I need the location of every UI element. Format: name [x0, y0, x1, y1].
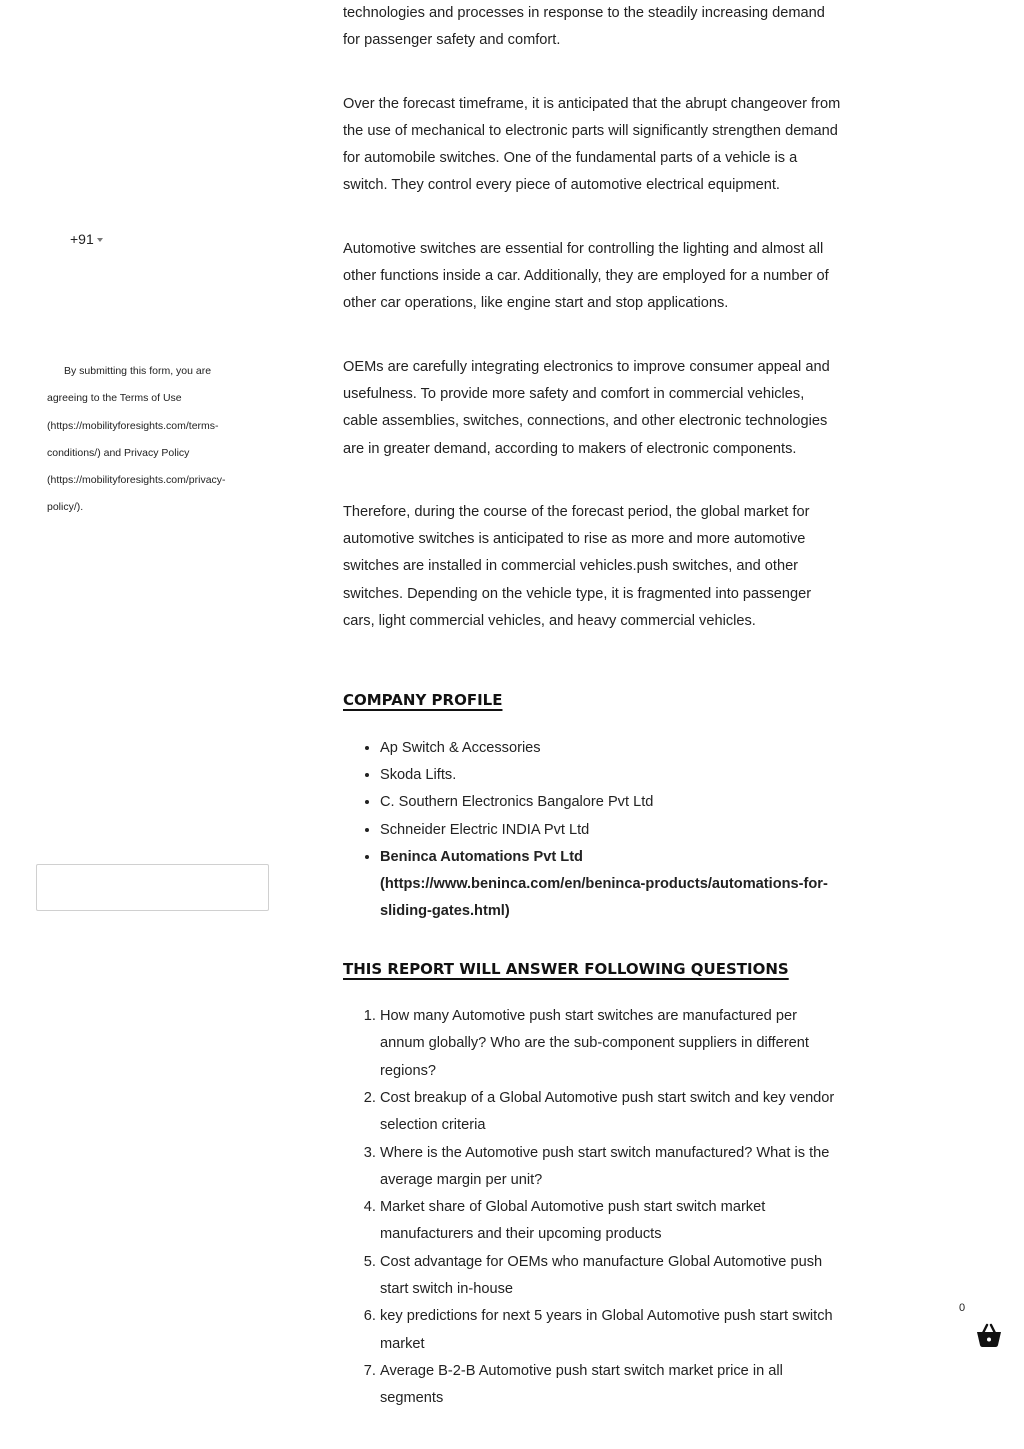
consent-line: (https://mobilityforesights.com/privacy- — [47, 474, 226, 487]
sidebar — [0, 0, 300, 1449]
consent-line: conditions/) and Privacy Policy — [47, 446, 190, 459]
company-profile-heading: COMPANY PROFILE — [343, 691, 503, 710]
consent-line: (https://mobilityforesights.com/terms- — [47, 419, 219, 432]
paragraph: technologies and processes in response to the steadily increasing demand for passenger safety and comfort. — [343, 5, 825, 49]
questions-list — [343, 1003, 843, 1412]
list-item: 5. Cost advantage for OEMs who manufacture Global Automotive push start switch in-house — [380, 1249, 843, 1304]
list-item: • Schneider Electric INDIA Pvt Ltd — [380, 817, 843, 844]
cart-button[interactable] — [974, 1320, 1004, 1350]
sidebar-input-box[interactable] — [36, 864, 269, 911]
list-item: 7. Average B-2-B Automotive push start switch market price in all segments — [380, 1358, 843, 1413]
consent-line: agreeing to the Terms of Use — [47, 392, 182, 405]
basket-icon — [974, 1320, 1004, 1350]
company-list — [343, 735, 843, 926]
list-item: 1. How many Automotive push start switches are manufactured per annum globally? Who are the sub-component suppliers in different regions? — [380, 1003, 843, 1085]
consent-text — [47, 358, 247, 522]
country-code-select[interactable] — [70, 231, 103, 247]
list-item-link[interactable]: • Beninca Automations Pvt Ltd (https://www.beninca.com/en/beninca-products/automations-for-sliding-gates.html) — [380, 844, 843, 926]
list-item: 2. Cost breakup of a Global Automotive push start switch and key vendor selection criteria — [380, 1085, 843, 1140]
country-code-label: +91 — [70, 231, 94, 247]
paragraph: Therefore, during the course of the forecast period, the global market for automotive switches is anticipated to rise as more and more automotive switches are installed in commercial vehicles.push switches, and other switches. Depending on the vehicle type, it is fragmented into passenger cars, light commercial vehicles, and heavy commercial vehicles. — [343, 503, 812, 630]
list-item: 6. key predictions for next 5 years in Global Automotive push start switch market — [380, 1303, 843, 1358]
list-item: 4. Market share of Global Automotive push start switch market manufacturers and their upcoming products — [380, 1194, 843, 1249]
paragraph: OEMs are carefully integrating electronics to improve consumer appeal and usefulness. To provide more safety and comfort in commercial vehicles, cable assemblies, switches, connections, and other electronic technologies are in greater demand, according to makers of electronic components. — [343, 358, 830, 457]
article-content — [343, 0, 843, 1412]
list-item: • C. Southern Electronics Bangalore Pvt Ltd — [380, 789, 843, 816]
cart-count: 0 — [959, 1302, 966, 1314]
consent-line: By submitting this form, you are — [64, 365, 212, 377]
list-item: • Ap Switch & Accessories — [380, 735, 843, 762]
list-item: 3. Where is the Automotive push start switch manufactured? What is the average margin per unit? — [380, 1140, 843, 1195]
consent-line: policy/). — [47, 501, 84, 514]
list-item: • Skoda Lifts. — [380, 762, 843, 789]
paragraph: Over the forecast timeframe, it is anticipated that the abrupt changeover from the use of mechanical to electronic parts will significantly strengthen demand for automobile switches. One of the fundamental parts of a vehicle is a switch. They control every piece of automotive electrical equipment. — [343, 95, 841, 194]
paragraph: Automotive switches are essential for controlling the lighting and almost all other functions inside a car. Additionally, they are employed for a number of other car operations, like engine start and stop applications. — [343, 240, 829, 312]
caret-down-icon — [97, 238, 103, 242]
questions-heading: THIS REPORT WILL ANSWER FOLLOWING QUESTIONS — [343, 959, 789, 978]
